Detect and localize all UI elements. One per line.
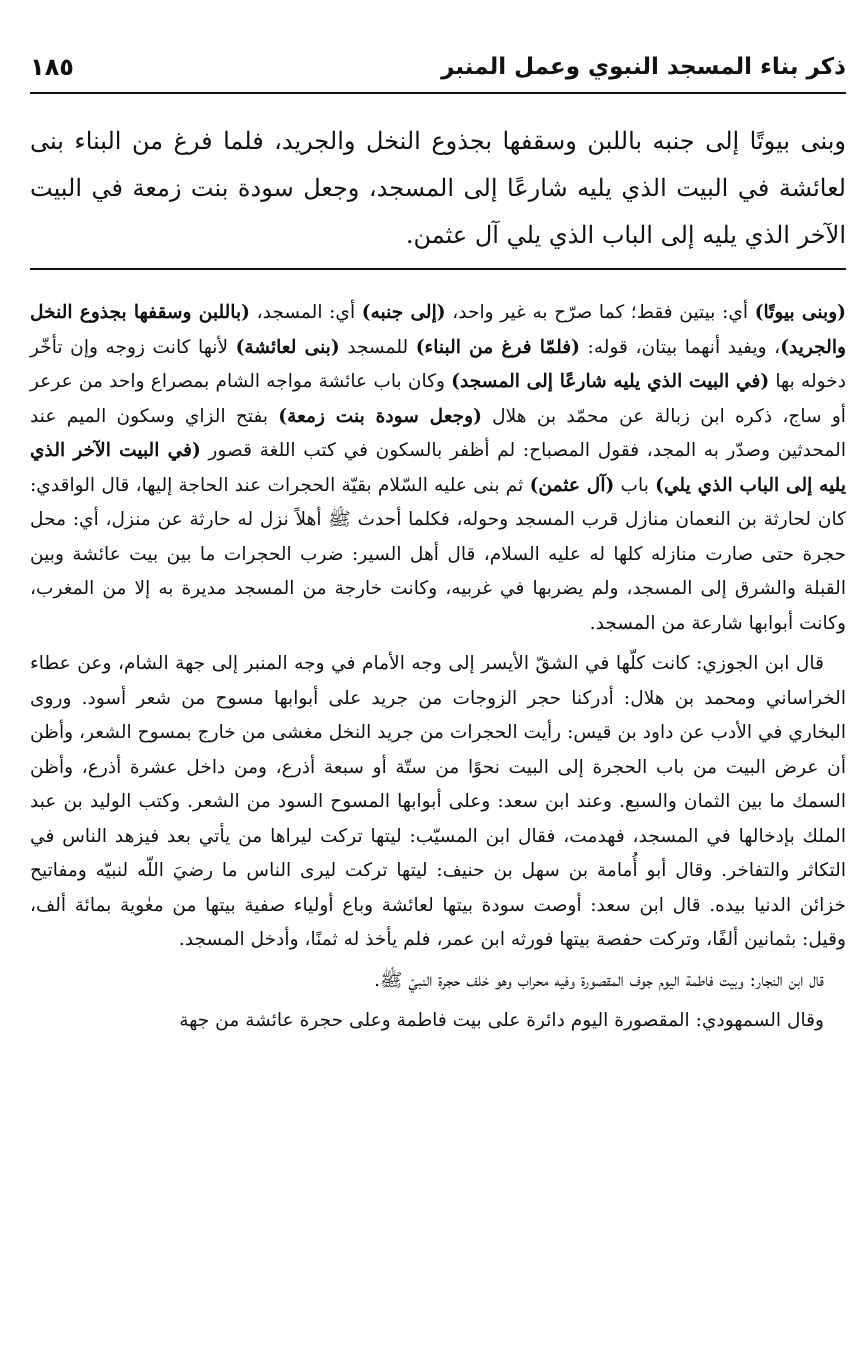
commentary-text: وكان باب عائشة مواجه الشام بمصراع واحد من عرعر أو ساج، ذكره ابن زبالة عن محمّد بن هلال	[30, 371, 846, 427]
quoted-phrase: (وبنى بيوتًا)	[754, 302, 846, 323]
quoted-phrase: (في البيت الذي يليه شارعًا إلى المسجد)	[451, 371, 770, 392]
commentary-text: للمسجد	[339, 336, 416, 358]
commentary-paragraph-2: قال ابن الجوزي: كانت كلّها في الشقّ الأيسر إلى وجه الأمام في وجه المنبر إلى جهة الشام، وعن عطاء الخراساني ومحمد بن هلال: أدركنا حجر الزوجات من جريد على أبوابها مسوح من شعر أسود. وروى البخاري في الأدب عن داود بن قيس: رأيت الحجرات من جريد النخل مغشى من خارج بمسوح الشعر، وأظن أن عرض البيت من باب الحجرة إلى البيت نحوًا من ستّة أو سبعة أذرع، ومن داخل عشرة أذرع، وأظن السمك ما بين الثمان والسبع. وعند ابن سعد: وعلى أبوابها المسوح السود من الشعر. وكتب الوليد بن عبد الملك بإدخالها في المسجد، فهدمت، فقال ابن المسيّب: ليتها تركت ليراها من يأتي بعد فيزهد الناس في التكاثر والتفاخر. وقال أبو أُمامة بن سهل بن حنيف: ليتها تركت ليرى الناس ما رضيَ اللّه لنبيّه ومفاتيح خزائن الدنيا بيده. قال ابن سعد: أوصت سودة بيتها لعائشة وباع أولياء صفية بيتها من معٰوية بمائة ألف، وقيل: بثمانين ألفًا، وتركت حفصة بيتها فورثه ابن عمر، فلم يأخذ له ثمنًا، وأدخل المسجد.	[30, 653, 846, 950]
text-divider	[30, 268, 846, 270]
quoted-phrase: (إلى جنبه)	[361, 302, 446, 323]
commentary-paragraph-3: قال ابن النجار: وبيت فاطمة اليوم جوف المقصورة وفيه محراب وهو خلف حجرة النبيّ ﷺ.	[374, 969, 824, 991]
commentary-paragraph-1	[30, 296, 846, 641]
quoted-phrase: (فلمّا فرغ من البناء)	[415, 336, 580, 358]
quoted-phrase: (باللبن وسقفها بجذوع النخل والجريد)	[30, 302, 846, 358]
quoted-phrase: (آل عثمن)	[529, 474, 615, 496]
commentary-text: ثم بنى عليه السّلام بقيّة الحجرات عند الحاجة إليها، قال الواقدي: كان لحارثة بن النعمان منازل قرب المسجد وحوله، فكلما أحدث ﷺ أهلاً نزل له حارثة عن منزل، أي: محل حجرة حتى صارت منازله كلها له عليه السلام، قال أهل السير: ضرب الحجرات ما بين بيت عائشة وبين القبلة والشرق إلى المسجد، ولم يضربها في غربيه، وكانت خارجة من المسجد مديرة به إلا من المغرب، وكانت أبوابها شارعة من المسجد.	[30, 474, 846, 634]
commentary	[30, 296, 846, 1039]
quoted-phrase: (بنى لعائشة)	[235, 336, 340, 358]
header-divider	[30, 92, 846, 94]
commentary-text: لأنها كانت زوجه وإن تأخّر دخوله بها	[30, 336, 846, 392]
main-text: وبنى بيوتًا إلى جنبه باللبن وسقفها بجذوع النخل والجريد، فلما فرغ من البناء بنى لعائشة في البيت الذي يليه شارعًا إلى المسجد، وجعل سودة بنت زمعة في البيت الآخر الذي يليه إلى الباب الذي يلي آل عثمن.	[30, 127, 846, 249]
running-header	[30, 44, 846, 90]
commentary-text: باب	[614, 474, 656, 496]
quoted-phrase: (وجعل سودة بنت زمعة)	[278, 405, 482, 427]
header-title: ذكر بناء المسجد النبوي وعمل المنبر	[441, 54, 846, 80]
page-number: ١٨٥	[30, 53, 74, 81]
commentary-text: بفتح الزاي وسكون الميم عند المحدثين وصدّر به المجد، فقول المصباح: لم أظفر بالسكون في كتب اللغة قصور	[30, 405, 846, 461]
commentary-text: أي: المسجد،	[249, 302, 362, 323]
commentary-paragraph-4: وقال السمهودي: المقصورة اليوم دائرة على بيت فاطمة وعلى حجرة عائشة من جهة	[179, 1010, 824, 1031]
commentary-text: أي: بيتين فقط؛ كما صرّح به غير واحد،	[445, 302, 755, 323]
commentary-text: ، ويفيد أنهما بيتان، قوله:	[579, 336, 781, 358]
quoted-phrase: (في البيت الآخر الذي يليه إلى الباب الذي يلي)	[30, 440, 847, 496]
